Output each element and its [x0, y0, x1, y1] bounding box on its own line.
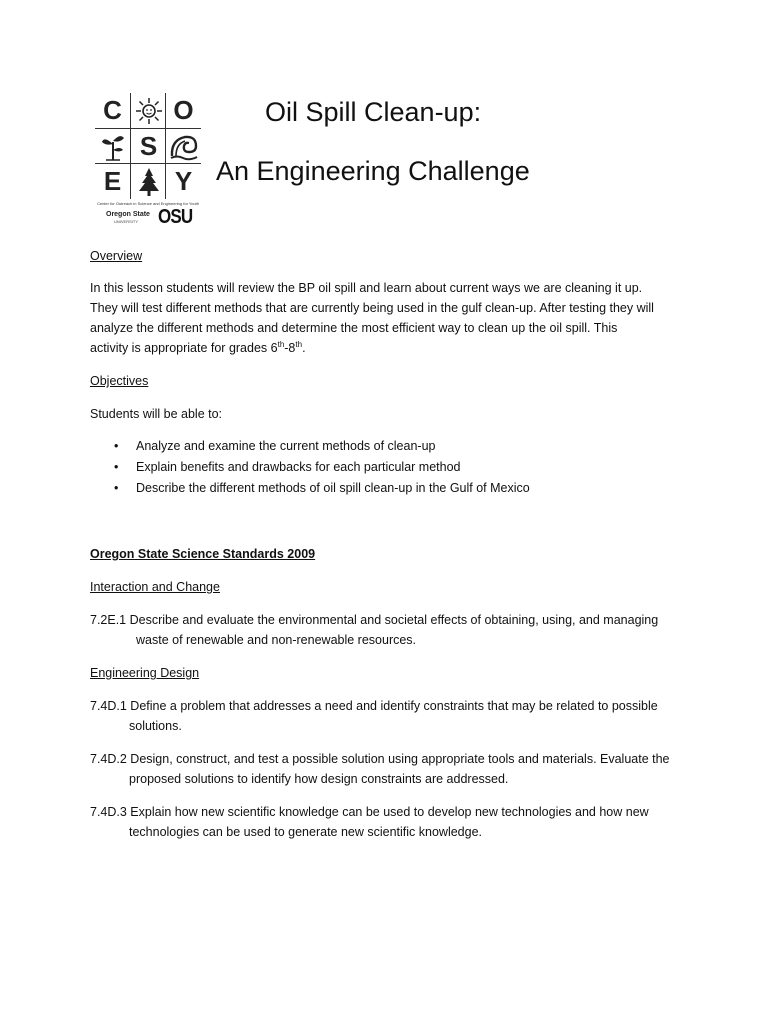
logo-letter-o: O [173, 95, 194, 125]
overview-line-1: In this lesson students will review the BP oil spill and learn about current ways we are cleaning it up. [90, 281, 643, 295]
overview-period: . [302, 341, 306, 355]
grade-sup-1: th [277, 339, 285, 349]
bullet-icon: • [114, 460, 119, 474]
overview-line-4 [90, 338, 306, 358]
grade-dash: -8 [284, 341, 296, 355]
interaction-heading: Interaction and Change [90, 580, 220, 594]
overview-line-2: They will test different methods that are currently being used in the gulf clean-up. After testing they will [90, 301, 654, 315]
bullet-icon: • [114, 439, 119, 453]
logo-letter-c: C [103, 95, 122, 125]
overview-line-3: analyze the different methods and determine the most efficient way to clean up the oil spill. This [90, 321, 618, 335]
overview-line-4-start: activity is appropriate for grades 6 [90, 341, 278, 355]
logo-letter-e: E [103, 166, 122, 196]
bullet-icon: • [114, 481, 119, 495]
overview-heading: Overview [90, 249, 143, 263]
standard-74d1-line-1: 7.4D.1 Define a problem that addresses a need and identify constraints that may be related to possible [90, 699, 658, 713]
tree-icon [131, 164, 166, 199]
logo-grid [95, 93, 201, 199]
osu-university-small: UNIVERSITY [114, 219, 139, 224]
wave-icon [166, 129, 201, 164]
title-line-2: An Engineering Challenge [216, 156, 530, 186]
osu-name-small: Oregon State [106, 211, 150, 218]
cosey-logo [92, 93, 204, 233]
standard-74d1-line-2: solutions. [129, 719, 182, 733]
objective-text: Describe the different methods of oil spill clean-up in the Gulf of Mexico [136, 481, 530, 495]
standard-74d2-line-2: proposed solutions to identify how design constraints are addressed. [129, 772, 509, 786]
objectives-heading: Objectives [90, 374, 149, 388]
standard-72e1-line-1: 7.2E.1 Describe and evaluate the environmental and societal effects of obtaining, using, and managing [90, 613, 659, 627]
grade-sup-2: th [295, 339, 303, 349]
standard-74d3-line-2: technologies can be used to generate new scientific knowledge. [129, 825, 483, 839]
list-item [114, 436, 435, 456]
sprout-icon [95, 129, 130, 164]
objective-text: Explain benefits and drawbacks for each particular method [136, 460, 461, 474]
osu-letters: OSU [158, 206, 193, 228]
sun-icon [131, 93, 166, 128]
logo-caption: Center for Outreach in Science and Engineering for Youth [96, 201, 200, 206]
objectives-intro: Students will be able to: [90, 407, 223, 421]
logo-letter-s: S [139, 131, 158, 161]
list-item [114, 478, 530, 498]
standard-74d3-line-1: 7.4D.3 Explain how new scientific knowledge can be used to develop new technologies and how new [90, 805, 649, 819]
engineering-heading: Engineering Design [90, 666, 200, 680]
list-item [114, 457, 461, 477]
objective-text: Analyze and examine the current methods of clean-up [136, 439, 436, 453]
osu-wordmark [106, 207, 196, 229]
standard-72e1-line-2: waste of renewable and non-renewable resources. [136, 633, 417, 647]
logo-letter-y: Y [174, 166, 193, 196]
title-line-1: Oil Spill Clean-up: [265, 97, 482, 127]
standards-heading: Oregon State Science Standards 2009 [90, 547, 316, 561]
standard-74d2-line-1: 7.4D.2 Design, construct, and test a possible solution using appropriate tools and materials. Evaluate the [90, 752, 670, 766]
